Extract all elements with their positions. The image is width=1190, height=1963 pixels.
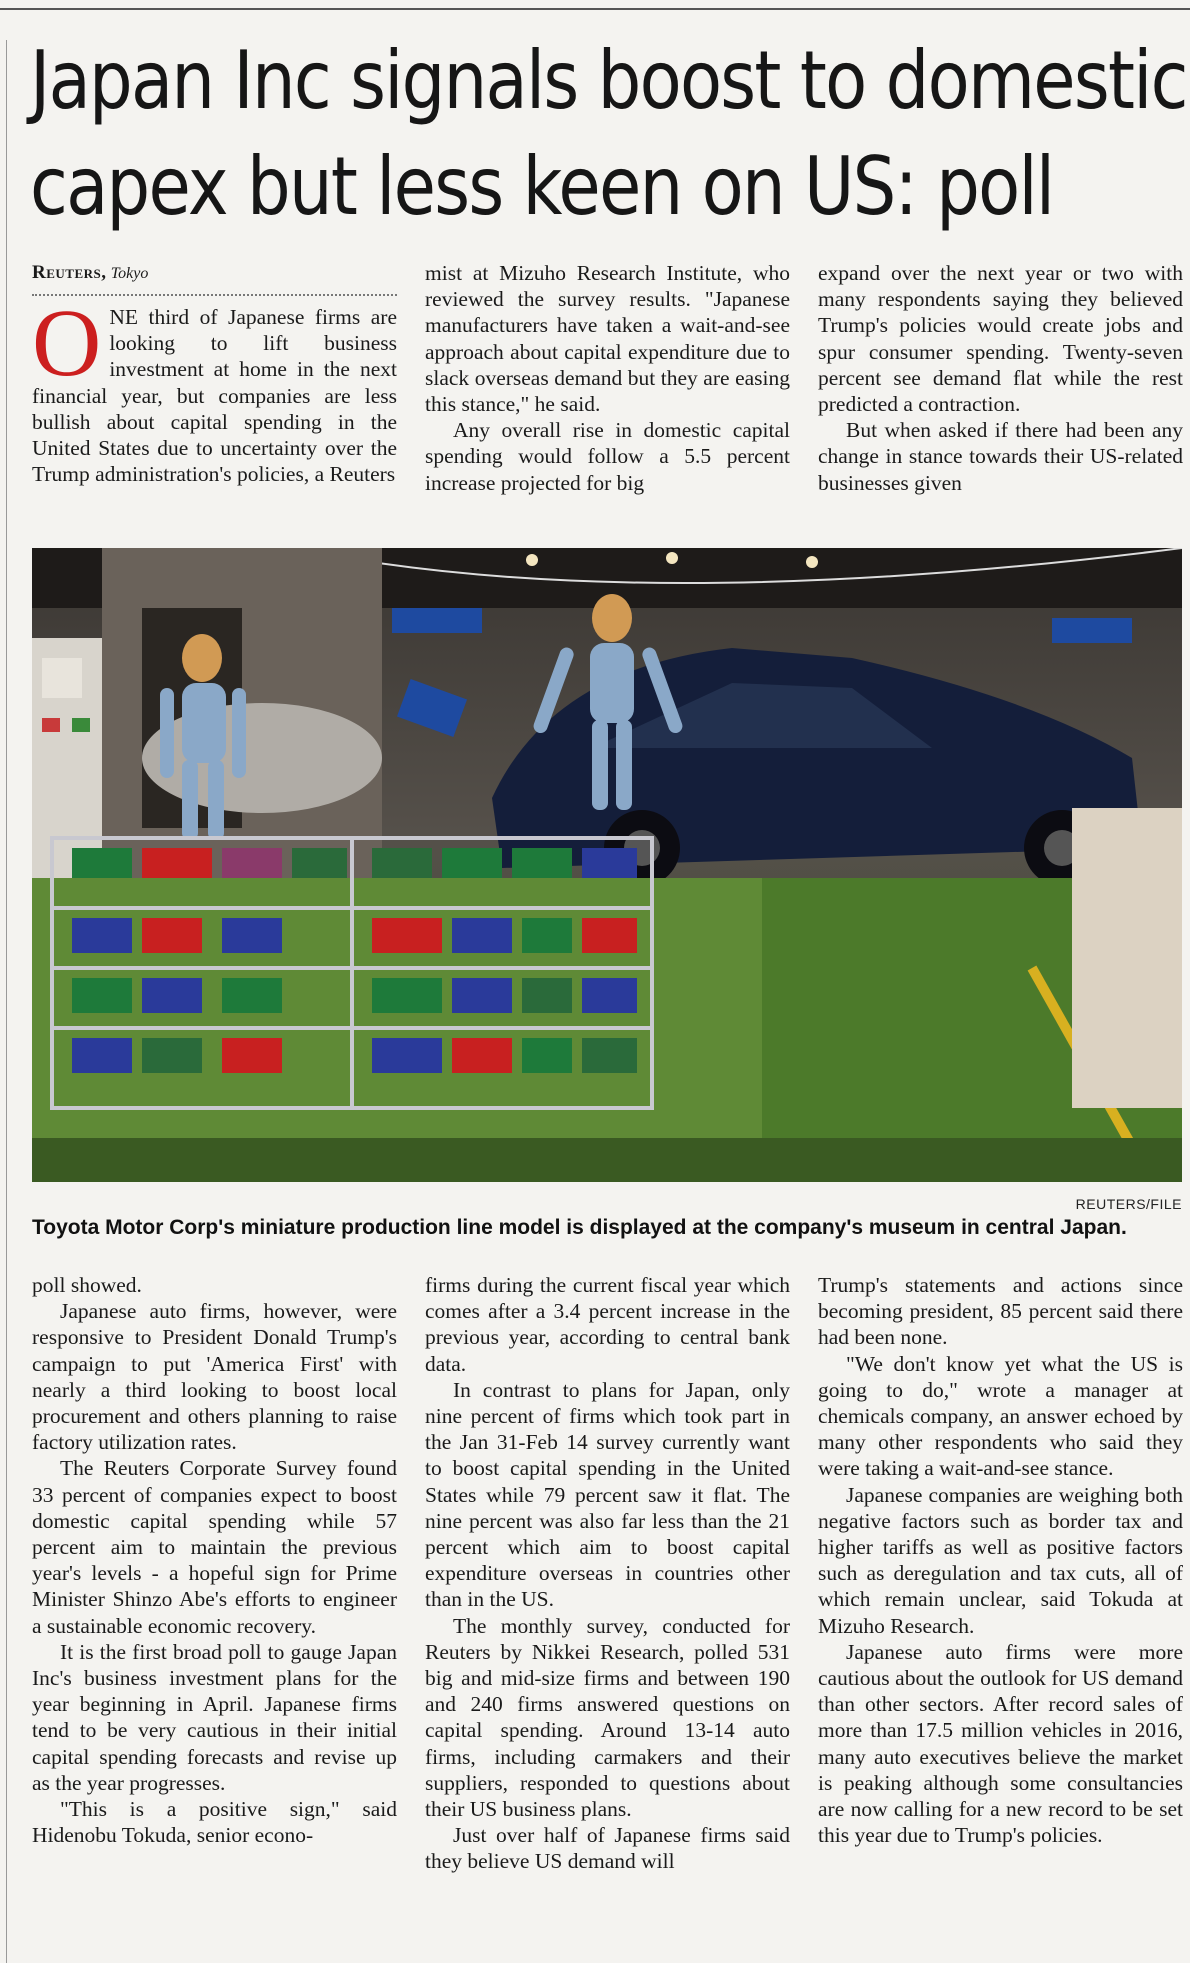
lead-text: third of Japanese firms are looking to lift business investment at home in the next financial year, but companies are less bullish about capital spending in the United States due to uncertainty over the Trump administration's policies, a Reuters xyxy=(32,305,397,487)
paragraph: The Reuters Corporate Survey found 33 percent of companies expect to boost domestic capital spending while 57 percent aim to maintain the previous year's levels - a hopeful sign for Prime Minister Shinzo Abe's efforts to engineer a sustainable economic recovery. xyxy=(32,1456,397,1638)
column-3-bottom xyxy=(818,1272,1183,1960)
paragraph: poll showed. xyxy=(32,1273,142,1297)
paragraph: It is the first broad poll to gauge Japan Inc's business investment plans for the year beginning in April. Japanese firms tend to be very cautious in their initial capital spending forecasts and revise up as the year progresses. xyxy=(32,1639,397,1795)
byline-place: Tokyo xyxy=(110,265,149,282)
paragraph: mist at Mizuho Research Institute, who reviewed the survey results. "Japanese manufacturers have taken a wait-and-see approach about capital expenditure due to slack overseas demand but they are easing this stance," he said. xyxy=(425,261,790,417)
production-line-model-image xyxy=(32,548,1182,1182)
photo-caption: Toyota Motor Corp's miniature production line model is displayed at the company's museum in central Japan. xyxy=(32,1216,1127,1239)
headline-line-2: capex but less keen on US: poll xyxy=(30,140,1054,233)
paragraph: firms during the current fiscal year which comes after a 3.4 percent increase in the previous year, according to central bank data. xyxy=(425,1273,790,1376)
headline xyxy=(30,28,1187,240)
drop-cap: O xyxy=(32,289,102,396)
headline-line-1: Japan Inc signals boost to domestic xyxy=(30,34,1187,127)
paragraph: Japanese auto firms, however, were responsive to President Donald Trump's campaign to put 'America First' with nearly a third looking to boost local procurement and others planning to raise factory utilization rates. xyxy=(32,1299,397,1455)
column-2-top xyxy=(425,260,790,526)
lead-caps: NE xyxy=(109,305,138,329)
column-1-bottom xyxy=(32,1272,397,1960)
paragraph: But when asked if there had been any change in stance towards their US-related businesses given xyxy=(818,418,1183,495)
paragraph: Japanese auto firms were more cautious about the outlook for US demand than other sectors. After record sales of more than 17.5 million vehicles in 2016, many auto executives believe the market is peaking although some consultancies are now calling for a new record to be set this year due to Trump's policies. xyxy=(818,1639,1183,1848)
photo-credit: REUTERS/FILE xyxy=(1075,1196,1182,1212)
column-1-top xyxy=(32,260,397,526)
news-photo xyxy=(32,548,1182,1182)
column-2-bottom xyxy=(425,1272,790,1960)
left-rule xyxy=(6,40,7,1963)
paragraph: In contrast to plans for Japan, only nine percent of firms which took part in the Jan 31-Feb 14 survey currently want to boost capital spending in the United States while 79 percent saw it flat. The nine percent was also far less than the 21 percent which aim to boost capital expenditure overseas in countries other than in the US. xyxy=(425,1377,790,1612)
paragraph: Trump's statements and actions since becoming president, 85 percent said there had been none. xyxy=(818,1273,1183,1350)
paragraph: "We don't know yet what the US is going to do," wrote a manager at chemicals company, an answer echoed by many other respondents who said they were taking a wait-and-see stance. xyxy=(818,1351,1183,1481)
top-rule xyxy=(0,8,1190,10)
paragraph: Japanese companies are weighing both negative factors such as border tax and higher tariffs as well as positive factors such as deregulation and tax cuts, all of which remain unclear, said Tokuda at Mizuho Research. xyxy=(818,1482,1183,1638)
paragraph: "This is a positive sign," said Hidenobu Tokuda, senior econo- xyxy=(32,1797,397,1848)
lead-paragraph xyxy=(32,289,397,487)
paragraph: Any overall rise in domestic capital spending would follow a 5.5 percent increase projected for big xyxy=(425,418,790,495)
paragraph: Just over half of Japanese firms said they believe US demand will xyxy=(425,1823,790,1874)
paragraph: expand over the next year or two with many respondents saying they believed Trump's policies would create jobs and spur consumer spending. Twenty-seven percent see demand flat while the rest predicted a contraction. xyxy=(818,261,1183,417)
column-3-top xyxy=(818,260,1183,526)
paragraph: The monthly survey, conducted for Reuters by Nikkei Research, polled 531 big and mid-size firms and between 190 and 240 firms answered questions on capital spending. Around 13-14 auto firms, including carmakers and their suppliers, responded to questions about their US business plans. xyxy=(425,1613,790,1822)
byline-agency: Reuters, xyxy=(32,262,107,283)
